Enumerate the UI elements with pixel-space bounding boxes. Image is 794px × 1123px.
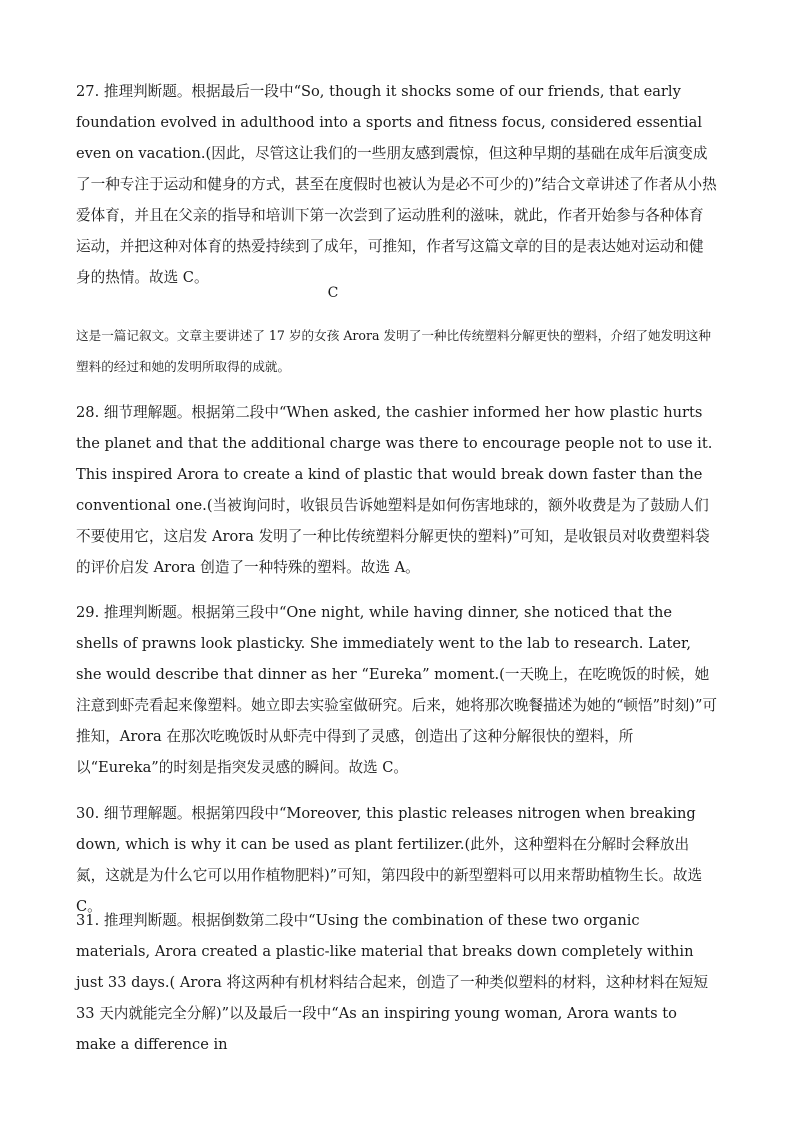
explanation-27: 27. 推理判断题。根据最后一段中“So, though it shocks some of our friends, that early foundation evolved in adulthood into a sports and fitness focus, considered essential even on vacation.(因此，尽管这让我们的一些朋友感到震惊，但这种早期的基础在成年后演变成了一种专注于运动和健身的方式，甚至在度假时也被认为是必不可少的)”结合文章讲述了作者从小热爱体育，并且在父亲的指导和培训下第一次尝到了运动胜利的滋味，就此，作者开始参与各种体育运动，并把这种对体育的热爱持续到了成年，可推知，作者写这篇文章的目的是表达她对运动和健身的热情。故选 C。 <box>76 83 717 286</box>
explanation-31: 31. 推理判断题。根据倒数第二段中“Using the combination of these two organic materials, Arora created a plastic-like material that breaks down completely within just 33 days.( Arora 将这两种有机材料结合起来，创造了一种类似塑料的材料，这种材料在短短 33 天内就能完全分解)”以及最后一段中“As an inspiring young woman, Arora wants to make a difference in <box>76 912 709 1053</box>
passage-label-c: C <box>327 285 339 301</box>
explanation-29: 29. 推理判断题。根据第三段中“One night, while having dinner, she noticed that the shells of prawns look plasticky. She immediately went to the lab to research. Later, she would describe that dinner as her “Eureka” moment.(一天晚上，在吃晚饭的时候，她注意到虾壳看起来像塑料。她立即去实验室做研究。后来，她将那次晚餐描述为她的“顿悟”时刻)”可推知，Arora 在那次吃晚饭时从虾壳中得到了灵感，创造出了这种分解很快的塑料，所以“Eureka”的时刻是指突发灵感的瞬间。故选 C。 <box>76 604 718 776</box>
passage-summary: 这是一篇记叙文。文章主要讲述了 17 岁的女孩 Arora 发明了一种比传统塑料分解更快的塑料，介绍了她发明这种塑料的经过和她的发明所取得的成就。 <box>76 328 711 374</box>
explanation-28: 28. 细节理解题。根据第二段中“When asked, the cashier informed her how plastic hurts the planet and that the additional charge was there to encourage people not to use it. This inspired Arora to create a kind of plastic that would break down faster than the conventional one.(当被询问时，收银员告诉她塑料是如何伤害地球的，额外收费是为了鼓励人们不要使用它，这启发 Arora 发明了一种比传统塑料分解更快的塑料)”可知，是收银员对收费塑料袋的评价启发 Arora 创造了一种特殊的塑料。故选 A。 <box>76 404 713 576</box>
explanation-30: 30. 细节理解题。根据第四段中“Moreover, this plastic releases nitrogen when breaking down, which is why it can be used as plant fertilizer.(此外，这种塑料在分解时会释放出氮，这就是为什么它可以用作植物肥料)”可知，第四段中的新型塑料可以用来帮助植物生长。故选 C。 <box>76 805 703 915</box>
